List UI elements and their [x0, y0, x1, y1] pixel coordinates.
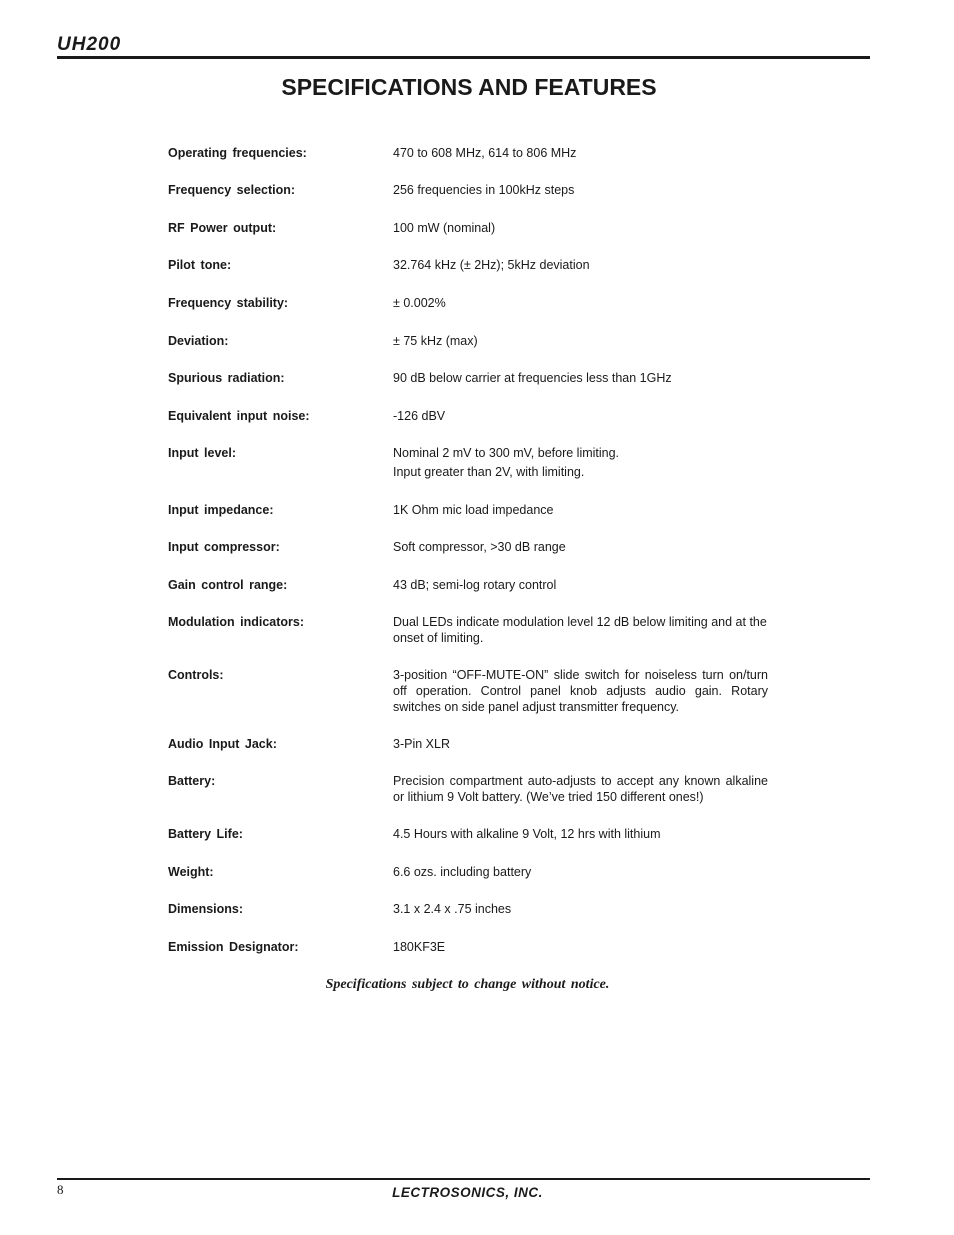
spec-label: Equivalent input noise:: [168, 409, 310, 423]
spec-label: Spurious radiation:: [168, 371, 285, 385]
spec-value: Precision compartment auto-adjusts to accept any known alkaline or lithium 9 Volt battery. (We’ve tried 150 different ones!): [393, 774, 768, 804]
spec-label: Controls:: [168, 668, 224, 682]
header-rule: [57, 56, 870, 59]
footer-company-name: LECTROSONICS, INC.: [392, 1185, 543, 1200]
spec-label: Input compressor:: [168, 540, 280, 554]
header-model-name: UH200: [57, 34, 122, 55]
spec-label: Audio Input Jack:: [168, 737, 277, 751]
spec-value: 1K Ohm mic load impedance: [393, 503, 554, 517]
spec-value: 6.6 ozs. including battery: [393, 865, 532, 879]
spec-value: 100 mW (nominal): [393, 221, 496, 235]
page-number: 8: [57, 1182, 64, 1197]
spec-value: [393, 445, 768, 480]
spec-value: 3.1 x 2.4 x .75 inches: [393, 902, 512, 916]
spec-value-line: Input greater than 2V, with limiting.: [393, 465, 585, 479]
spec-value: Dual LEDs indicate modulation level 12 dB below limiting and at the onset of limiting.: [393, 615, 767, 645]
spec-value: 32.764 kHz (± 2Hz); 5kHz deviation: [393, 258, 590, 272]
spec-value: 90 dB below carrier at frequencies less than 1GHz: [393, 371, 672, 385]
spec-label: Battery:: [168, 774, 216, 788]
spec-label: Battery Life:: [168, 827, 243, 841]
spec-label: RF Power output:: [168, 221, 277, 235]
spec-label: Modulation indicators:: [168, 615, 305, 629]
spec-value-line: Nominal 2 mV to 300 mV, before limiting.: [393, 446, 620, 460]
spec-label: Emission Designator:: [168, 940, 299, 954]
spec-value: Soft compressor, >30 dB range: [393, 540, 566, 554]
spec-value: 3-Pin XLR: [393, 737, 450, 751]
spec-label: Dimensions:: [168, 902, 244, 916]
spec-label: Operating frequencies:: [168, 146, 307, 160]
spec-value: ± 0.002%: [393, 296, 446, 310]
spec-value: 3-position “OFF-MUTE-ON” slide switch for noiseless turn on/turn off operation. Control panel knob adjusts audio gain. Rotary switches on side panel adjust transmitter frequency.: [393, 668, 768, 714]
spec-label: Gain control range:: [168, 578, 288, 592]
spec-label: Weight:: [168, 865, 214, 879]
spec-label: Frequency stability:: [168, 296, 289, 310]
disclaimer-note: Specifications subject to change without notice.: [325, 977, 610, 992]
spec-value: 4.5 Hours with alkaline 9 Volt, 12 hrs with lithium: [393, 827, 661, 841]
spec-value: ± 75 kHz (max): [393, 334, 478, 348]
spec-label: Pilot tone:: [168, 258, 232, 272]
spec-label: Frequency selection:: [168, 183, 296, 197]
spec-label: Input impedance:: [168, 503, 274, 517]
spec-label: Input level:: [168, 446, 236, 460]
footer-rule: [57, 1178, 870, 1180]
spec-label: Deviation:: [168, 334, 229, 348]
spec-value: 180KF3E: [393, 940, 446, 954]
spec-value: 43 dB; semi-log rotary control: [393, 578, 557, 592]
spec-value: 470 to 608 MHz, 614 to 806 MHz: [393, 146, 577, 160]
spec-value: -126 dBV: [393, 409, 446, 423]
page-title: SPECIFICATIONS AND FEATURES: [281, 74, 657, 100]
spec-value: 256 frequencies in 100kHz steps: [393, 183, 575, 197]
